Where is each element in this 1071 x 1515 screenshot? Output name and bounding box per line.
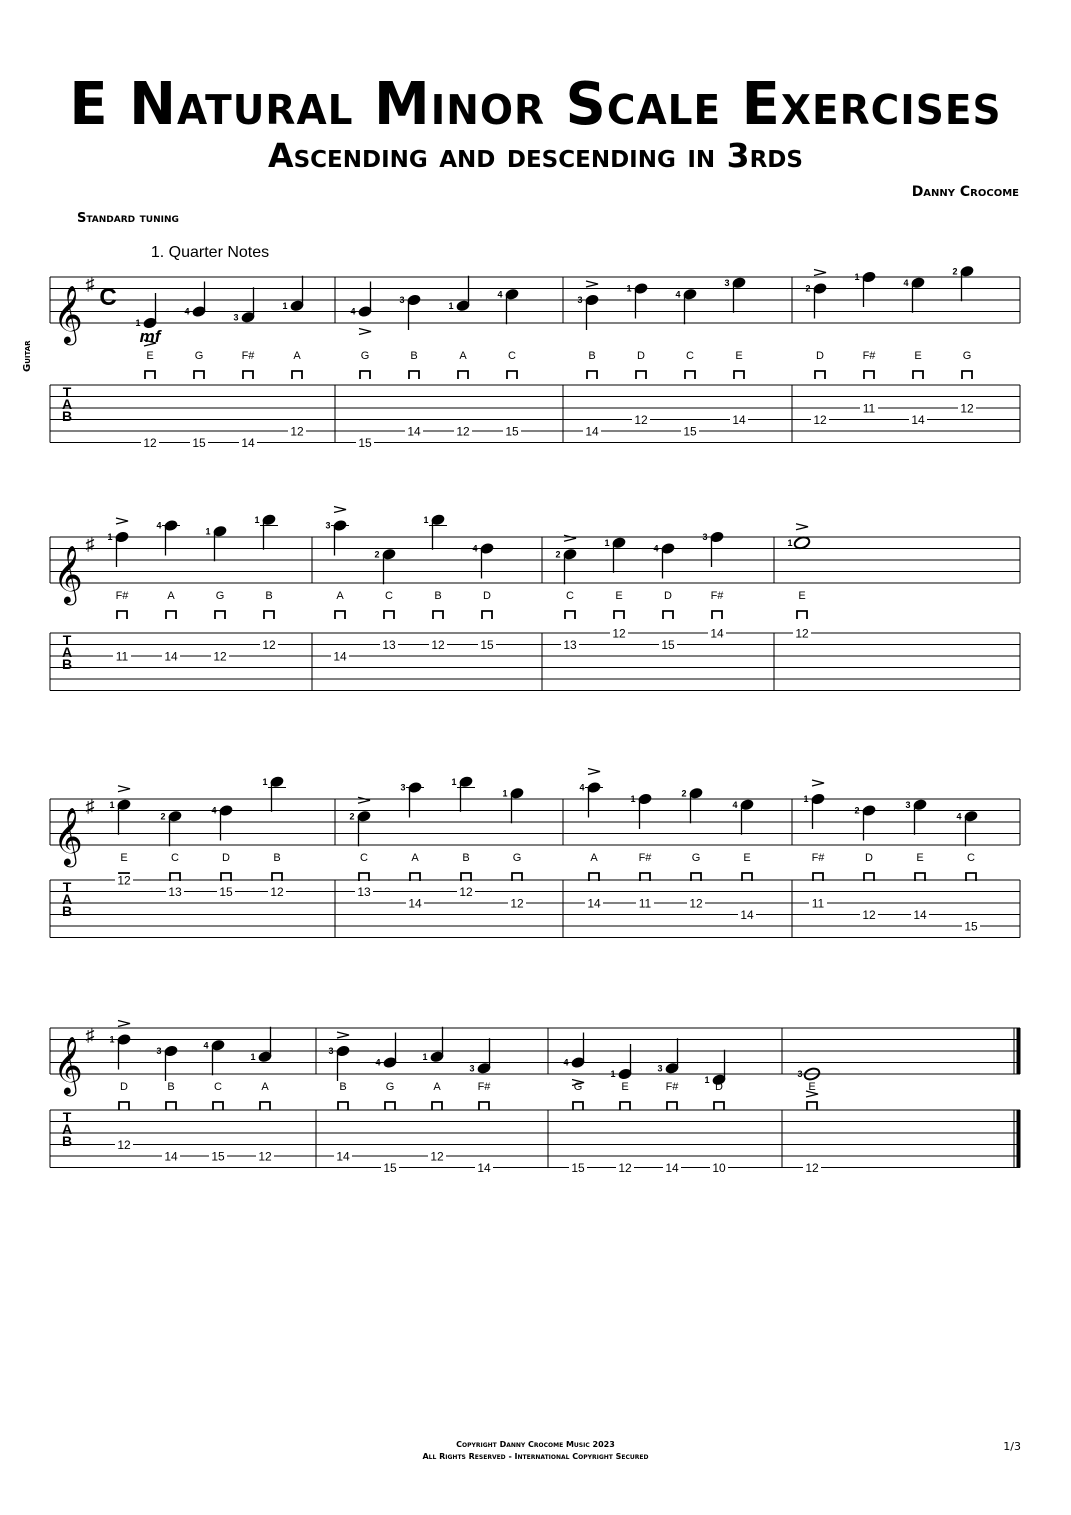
tab-clef-letter: A — [61, 396, 73, 412]
finger-number: 1 — [205, 526, 211, 537]
tab-fret-number: 15 — [661, 638, 675, 652]
treble-clef-icon: 𝄞 — [53, 1037, 83, 1093]
downstroke-icon — [433, 611, 443, 619]
finger-number: 4 — [203, 1040, 209, 1051]
treble-clef-icon: 𝄞 — [53, 546, 83, 602]
tab-fret-number: 14 — [241, 436, 255, 450]
rights-line: All Rights Reserved - International Copyright Secured — [422, 1452, 649, 1461]
tab-fret-number: 14 — [913, 908, 927, 922]
tab-fret-number: 14 — [911, 413, 925, 427]
accent-mark — [588, 769, 600, 775]
finger-number: 3 — [797, 1069, 803, 1079]
tab-fret-number: 13 — [168, 885, 182, 899]
downstroke-icon — [587, 371, 597, 379]
downstroke-icon — [194, 371, 204, 379]
note-name-label: E — [916, 852, 924, 864]
downstroke-icon — [734, 371, 744, 379]
tab-clef-letter: T — [62, 879, 72, 895]
finger-number: 2 — [374, 549, 380, 560]
finger-number: 2 — [681, 788, 687, 799]
finger-number: 1 — [109, 1034, 115, 1045]
tab-fret-number: 12 — [795, 626, 809, 641]
downstroke-icon — [573, 1102, 583, 1110]
downstroke-icon — [119, 1102, 129, 1110]
tab-fret-number: 12 — [117, 1138, 131, 1152]
note-name-label: B — [462, 852, 470, 864]
finger-number: 2 — [349, 811, 355, 822]
note-name-label: E — [615, 590, 623, 602]
key-signature-sharp-icon: ♯ — [85, 1025, 95, 1045]
downstroke-icon — [614, 611, 624, 619]
tab-fret-number: 15 — [480, 638, 494, 652]
tab-clef-letter: T — [62, 384, 72, 400]
finger-number: 4 — [156, 520, 162, 531]
tab-clef-letter: T — [62, 632, 72, 648]
finger-number: 3 — [325, 520, 331, 531]
tab-fret-number: 12 — [634, 413, 648, 427]
finger-number: 3 — [577, 295, 583, 305]
note-name-label: A — [167, 590, 175, 602]
finger-number: 4 — [675, 289, 681, 300]
note-name-label: C — [214, 1081, 222, 1093]
finger-number: 4 — [497, 289, 503, 300]
finger-number: 1 — [109, 799, 115, 810]
finger-number: 3 — [724, 277, 730, 288]
accent-mark — [564, 535, 576, 541]
finger-number: 1 — [803, 794, 809, 804]
tab-fret-number: 11 — [811, 896, 825, 911]
downstroke-icon — [667, 1102, 677, 1110]
note-name-label: G — [573, 1081, 583, 1093]
finger-number: 2 — [854, 805, 860, 816]
tab-fret-number: 12 — [456, 424, 470, 439]
tab-fret-number: 14 — [477, 1161, 491, 1175]
tab-fret-number: 15 — [571, 1161, 585, 1175]
finger-number: 1 — [626, 283, 632, 294]
tab-fret-number: 15 — [683, 424, 697, 439]
downstroke-icon — [215, 611, 225, 619]
downstroke-icon — [913, 371, 923, 379]
finger-number: 3 — [233, 312, 239, 323]
finger-number: 3 — [328, 1046, 334, 1056]
tab-fret-number: 13 — [357, 885, 371, 899]
note-name-label: B — [410, 350, 418, 362]
tab-fret-number: 15 — [358, 436, 372, 450]
tab-fret-number: 15 — [219, 885, 233, 899]
note-name-label: C — [508, 350, 516, 362]
accent-mark — [118, 786, 130, 792]
note-name-label: G — [691, 852, 701, 864]
note-name-label: B — [588, 350, 596, 362]
downstroke-icon — [385, 1102, 395, 1110]
finger-number: 1 — [250, 1051, 256, 1062]
note-name-label: A — [336, 590, 344, 602]
note-name-label: G — [962, 350, 972, 362]
downstroke-icon — [292, 371, 302, 379]
tab-fret-number: 14 — [732, 413, 746, 427]
finger-number: 2 — [160, 811, 166, 822]
finger-number: 1 — [854, 272, 860, 282]
note-name-label: F# — [241, 350, 255, 362]
note-name-label: D — [222, 852, 230, 864]
tab-fret-number: 12 — [258, 1149, 272, 1164]
copyright-line: Copyright Danny Crocome Music 2023 — [456, 1440, 615, 1449]
finger-number: 4 — [375, 1057, 381, 1068]
tab-fret-number: 15 — [505, 424, 519, 439]
finger-number: 4 — [563, 1057, 569, 1068]
tab-fret-number: 12 — [862, 908, 876, 922]
tab-fret-number: 12 — [270, 885, 284, 899]
finger-number: 1 — [704, 1074, 710, 1085]
note-name-label: E — [808, 1081, 816, 1093]
tab-clef-letter: T — [62, 1109, 72, 1125]
finger-number: 3 — [469, 1063, 475, 1074]
time-signature: C — [99, 284, 117, 311]
tab-fret-number: 14 — [333, 649, 347, 664]
downstroke-icon — [264, 611, 274, 619]
note-name-label: G — [360, 350, 370, 362]
tab-fret-number: 12 — [612, 626, 626, 641]
tab-fret-number: 14 — [710, 626, 724, 641]
finger-number: 2 — [555, 549, 561, 560]
note-name-label: A — [411, 852, 419, 864]
downstroke-icon — [807, 1102, 817, 1110]
tab-fret-number: 12 — [618, 1161, 632, 1175]
accent-mark — [337, 1032, 349, 1038]
downstroke-icon — [335, 611, 345, 619]
downstroke-icon — [213, 1102, 223, 1110]
note-name-label: E — [735, 350, 743, 362]
tab-fret-number: 12 — [960, 401, 974, 416]
tab-fret-number: 12 — [805, 1161, 819, 1175]
tab-fret-number: 12 — [431, 638, 445, 652]
accent-mark — [118, 1021, 130, 1027]
accent-mark — [586, 281, 598, 287]
tab-fret-number: 12 — [213, 649, 227, 664]
downstroke-icon — [797, 611, 807, 619]
finger-number: 1 — [502, 788, 508, 799]
finger-number: 3 — [657, 1063, 663, 1074]
downstroke-icon — [243, 371, 253, 379]
note-name-label: C — [566, 590, 574, 602]
downstroke-icon — [815, 371, 825, 379]
note-name-label: G — [194, 350, 204, 362]
downstroke-icon — [663, 611, 673, 619]
finger-number: 1 — [107, 532, 113, 542]
finger-number: 1 — [610, 1069, 616, 1079]
composer: Danny Crocome — [911, 184, 1019, 200]
finger-number: 4 — [472, 543, 478, 554]
note-name-label: C — [686, 350, 694, 362]
downstroke-icon — [458, 371, 468, 379]
note-name-label: C — [385, 590, 393, 602]
tab-clef-letter: A — [61, 1121, 73, 1137]
tab-fret-number: 15 — [964, 919, 978, 934]
accent-mark — [358, 797, 370, 803]
score-title: E Natural Minor Scale Exercises — [69, 70, 1002, 139]
note-name-label: D — [715, 1081, 723, 1093]
tab-fret-number: 15 — [383, 1161, 397, 1175]
tab-clef-letter: B — [61, 408, 73, 424]
page-number: 1/3 — [1003, 1440, 1021, 1453]
dynamic-marking: mf — [139, 327, 161, 346]
finger-number: 2 — [952, 266, 958, 277]
finger-number: 1 — [448, 300, 454, 311]
finger-number: 4 — [903, 277, 909, 288]
note-name-label: E — [120, 852, 128, 864]
note-name-label: A — [590, 852, 598, 864]
finger-number: 1 — [451, 776, 457, 787]
note-name-label: G — [215, 590, 225, 602]
downstroke-icon — [685, 371, 695, 379]
downstroke-icon — [360, 371, 370, 379]
accent-mark — [814, 270, 826, 276]
note-name-label: F# — [710, 590, 724, 602]
tab-fret-number: 12 — [459, 885, 473, 899]
downstroke-icon — [714, 1102, 724, 1110]
tab-fret-number: 11 — [115, 649, 129, 664]
finger-number: 2 — [805, 283, 811, 294]
accent-mark — [334, 507, 346, 513]
finger-number: 3 — [702, 532, 708, 542]
finger-number: 4 — [184, 306, 190, 317]
note-name-label: E — [743, 852, 751, 864]
tab-fret-number: 14 — [740, 908, 754, 922]
downstroke-icon — [432, 1102, 442, 1110]
downstroke-icon — [482, 611, 492, 619]
downstroke-icon — [565, 611, 575, 619]
finger-number: 4 — [350, 306, 356, 317]
treble-clef-icon: 𝄞 — [53, 286, 83, 342]
tab-clef-letter: B — [61, 903, 73, 919]
tab-fret-number: 12 — [813, 413, 827, 427]
downstroke-icon — [338, 1102, 348, 1110]
tab-fret-number: 15 — [211, 1149, 225, 1164]
tab-fret-number: 15 — [192, 436, 206, 450]
finger-number: 1 — [787, 537, 793, 548]
downstroke-icon — [864, 371, 874, 379]
note-name-label: F# — [638, 852, 652, 864]
note-name-label: B — [434, 590, 442, 602]
note-name-label: E — [798, 590, 806, 602]
tab-fret-number: 11 — [638, 896, 652, 911]
finger-number: 4 — [211, 805, 217, 816]
finger-number: 1 — [422, 1051, 428, 1062]
tab-fret-number: 14 — [587, 896, 601, 911]
tab-fret-number: 12 — [117, 873, 131, 888]
accent-mark — [812, 780, 824, 786]
downstroke-icon — [117, 611, 127, 619]
tab-clef-letter: A — [61, 644, 73, 660]
note-name-label: F# — [811, 852, 825, 864]
note-name-label: D — [865, 852, 873, 864]
tab-fret-number: 14 — [407, 424, 421, 439]
note-name-label: A — [293, 350, 301, 362]
instrument-label: Guitar — [22, 340, 33, 372]
note-name-label: F# — [477, 1081, 491, 1093]
finger-number: 3 — [399, 295, 405, 305]
note-name-label: D — [637, 350, 645, 362]
note-name-label: B — [273, 852, 281, 864]
note-name-label: C — [360, 852, 368, 864]
downstroke-icon — [166, 1102, 176, 1110]
tab-clef-letter: A — [61, 891, 73, 907]
note-name-label: F# — [862, 350, 876, 362]
downstroke-icon — [479, 1102, 489, 1110]
tab-fret-number: 14 — [164, 1149, 178, 1164]
downstroke-icon — [962, 371, 972, 379]
tab-fret-number: 12 — [510, 896, 524, 911]
key-signature-sharp-icon: ♯ — [85, 534, 95, 554]
downstroke-icon — [620, 1102, 630, 1110]
finger-number: 4 — [956, 811, 962, 822]
finger-number: 1 — [604, 537, 610, 548]
finger-number: 3 — [905, 799, 911, 810]
note-name-label: F# — [115, 590, 129, 602]
note-name-label: D — [816, 350, 824, 362]
tuning-label: Standard tuning — [77, 211, 179, 226]
finger-number: 1 — [135, 318, 141, 328]
treble-clef-icon: 𝄞 — [53, 808, 83, 864]
downstroke-icon — [409, 371, 419, 379]
note-name-label: C — [967, 852, 975, 864]
finger-number: 1 — [254, 514, 260, 525]
note-name-label: B — [265, 590, 273, 602]
finger-number: 4 — [732, 799, 738, 810]
tab-fret-number: 10 — [712, 1161, 726, 1175]
downstroke-icon — [507, 371, 517, 379]
note-name-label: D — [120, 1081, 128, 1093]
note-name-label: F# — [665, 1081, 679, 1093]
note-name-label: E — [621, 1081, 629, 1093]
tab-fret-number: 14 — [164, 649, 178, 664]
downstroke-icon — [384, 611, 394, 619]
note-name-label: E — [914, 350, 922, 362]
tab-clef-letter: B — [61, 1133, 73, 1149]
tab-fret-number: 14 — [408, 896, 422, 911]
downstroke-icon — [145, 371, 155, 379]
note-name-label: C — [171, 852, 179, 864]
tab-fret-number: 12 — [262, 638, 276, 652]
note-name-label: D — [483, 590, 491, 602]
key-signature-sharp-icon: ♯ — [85, 274, 95, 294]
tab-fret-number: 12 — [290, 424, 304, 439]
tab-fret-number: 12 — [143, 436, 157, 450]
key-signature-sharp-icon: ♯ — [85, 796, 95, 816]
finger-number: 3 — [156, 1046, 162, 1056]
note-name-label: A — [433, 1081, 441, 1093]
notehead — [793, 535, 811, 550]
tab-fret-number: 14 — [665, 1161, 679, 1175]
note-name-label: B — [167, 1081, 175, 1093]
finger-number: 4 — [579, 782, 585, 793]
tab-fret-number: 11 — [862, 401, 876, 416]
note-name-label: G — [385, 1081, 395, 1093]
downstroke-icon — [636, 371, 646, 379]
note-name-label: A — [261, 1081, 269, 1093]
accent-mark — [116, 518, 128, 524]
downstroke-icon — [712, 611, 722, 619]
downstroke-icon — [260, 1102, 270, 1110]
tab-fret-number: 13 — [563, 638, 577, 652]
finger-number: 1 — [282, 300, 288, 311]
tab-fret-number: 14 — [336, 1149, 350, 1164]
tab-fret-number: 14 — [585, 424, 599, 439]
score-subtitle: Ascending and descending in 3rds — [268, 136, 803, 175]
accent-mark — [359, 329, 371, 335]
finger-number: 1 — [262, 776, 268, 787]
note-name-label: D — [664, 590, 672, 602]
tab-fret-number: 12 — [430, 1149, 444, 1164]
downstroke-icon — [166, 611, 176, 619]
finger-number: 4 — [653, 543, 659, 554]
note-name-label: A — [459, 350, 467, 362]
finger-number: 3 — [400, 782, 406, 793]
tab-fret-number: 13 — [382, 638, 396, 652]
finger-number: 1 — [630, 794, 636, 804]
tab-clef-letter: B — [61, 656, 73, 672]
finger-number: 1 — [423, 514, 429, 525]
note-name-label: G — [512, 852, 522, 864]
note-name-label: E — [146, 350, 154, 362]
note-name-label: B — [339, 1081, 347, 1093]
tab-fret-number: 12 — [689, 896, 703, 911]
accent-mark — [796, 524, 808, 530]
section-label: 1. Quarter Notes — [150, 244, 270, 261]
